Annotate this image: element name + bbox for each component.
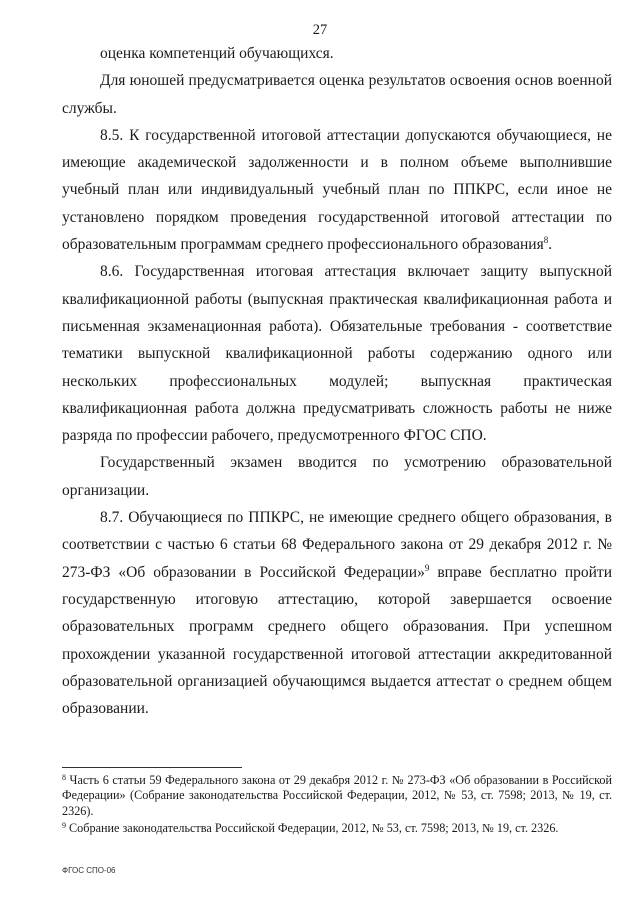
footnote-text: Собрание законодательства Российской Федерации, 2012, № 53, ст. 7598; 2013, № 19, ст. 2326. — [66, 821, 559, 836]
document-code: ФГОС СПО-06 — [62, 866, 116, 875]
paragraph-text: Государственный экзамен вводится по усмотрению образовательной организации. — [62, 454, 612, 499]
footnote-text: Часть 6 статьи 59 Федерального закона от 29 декабря 2012 г. № 273-ФЗ «Об образовании в Российской Федерации» (Собрание законодательства Российской Федерации, 2012, № 53, ст. 7598; 2013, № 19, ст. 2326). — [62, 773, 612, 818]
paragraph — [62, 122, 612, 258]
paragraph — [62, 258, 612, 449]
paragraph — [62, 67, 612, 122]
paragraph-text: оценка компетенций обучающихся. — [100, 45, 334, 62]
footnote-mark: 9 — [62, 821, 66, 831]
footnote-reference[interactable]: 9 — [424, 562, 430, 573]
page-number: 27 — [312, 22, 328, 38]
paragraph — [62, 40, 612, 67]
paragraph-text-tail: вправе бесплатно пройти государственную итоговую аттестацию, которой завершается освоение образовательных программ среднего общего образования. При успешном прохождении указанной государственной итоговой аттестации аккредитованной образовательной организацией обучающимся выдается аттестат о среднем общем образовании. — [62, 563, 612, 718]
footnote — [62, 773, 612, 819]
paragraph — [62, 449, 612, 504]
body-text — [62, 40, 612, 722]
paragraph-text-tail: . — [548, 236, 553, 254]
footnote-reference[interactable]: 8 — [543, 235, 549, 246]
footnote-divider — [62, 767, 242, 768]
footnote — [62, 821, 612, 836]
paragraph-text: Для юношей предусматривается оценка результатов освоения основ военной службы. — [62, 72, 612, 117]
footnote-mark: 8 — [62, 773, 66, 782]
paragraph-text: 8.6. Государственная итоговая аттестация включает защиту выпускной квалификационной работы (выпускная практическая квалификационная работа и письменная экзаменационная работа). Обязательные требования - соответствие тематики выпускной квалификационной работы содержанию одного или нескольких профессиональных модулей; выпускная практическая квалификационная работа должна предусматривать сложность работы не ниже разряда по профессии рабочего, предусмотренного ФГОС СПО. — [62, 263, 612, 445]
paragraph — [62, 504, 612, 722]
paragraph-text: 8.7. Обучающиеся по ППКРС, не имеющие среднего общего образования, в соответствии с частью 6 статьи 68 Федерального закона от 29 декабря 2012 г. № 273-ФЗ «Об образовании в Российской Федерации» — [62, 509, 612, 581]
paragraph-text: 8.5. К государственной итоговой аттестации допускаются обучающиеся, не имеющие академической задолженности и в полном объеме выполнившие учебный план или индивидуальный учебный план по ППКРС, если иное не установлено порядком проведения государственной итоговой аттестации по образовательным программам среднего профессионального образования — [62, 126, 612, 254]
footnotes — [62, 773, 612, 839]
